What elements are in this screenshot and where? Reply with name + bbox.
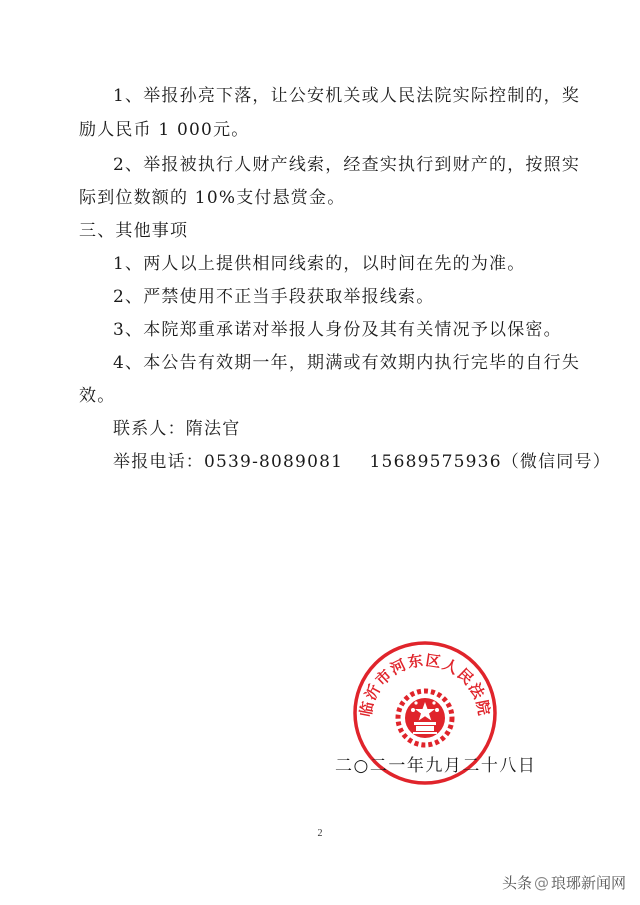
watermark-prefix: 头条 [501,874,532,892]
issue-date: 二○二一年九月二十八日 [335,756,537,776]
watermark [502,872,626,893]
watermark-account: 琅琊新闻网 [550,874,626,892]
body-line-1: 1、举报孙亮下落，让公安机关或人民法院实际控制的，奖 [113,86,581,106]
body-line-7: 2、严禁使用不正当手段获取举报线索。 [113,287,435,307]
body-line-2: 励人民币 1 000元。 [79,120,250,140]
section-heading: 三、其他事项 [79,221,189,241]
body-line-8: 3、本院郑重承诺对举报人身份及其有关情况予以保密。 [113,320,562,340]
seal-text: 临沂市河东区人民法院 [356,651,494,719]
watermark-at: @ [533,874,549,892]
contact-phone: 举报电话：0539-8089081 15689575936（微信同号） [113,452,611,472]
contact-person: 联系人：隋法官 [113,419,241,439]
body-line-3: 2、举报被执行人财产线索，经查实执行到财产的，按照实 [113,155,581,175]
body-line-6: 1、两人以上提供相同线索的，以时间在先的为准。 [113,254,526,274]
body-line-10: 效。 [79,386,116,406]
body-line-4: 际到位数额的 10%支付悬赏金。 [79,188,346,208]
page-number: 2 [317,828,323,839]
body-line-9: 4、本公告有效期一年，期满或有效期内执行完毕的自行失 [113,353,581,373]
national-emblem-icon [398,691,452,745]
